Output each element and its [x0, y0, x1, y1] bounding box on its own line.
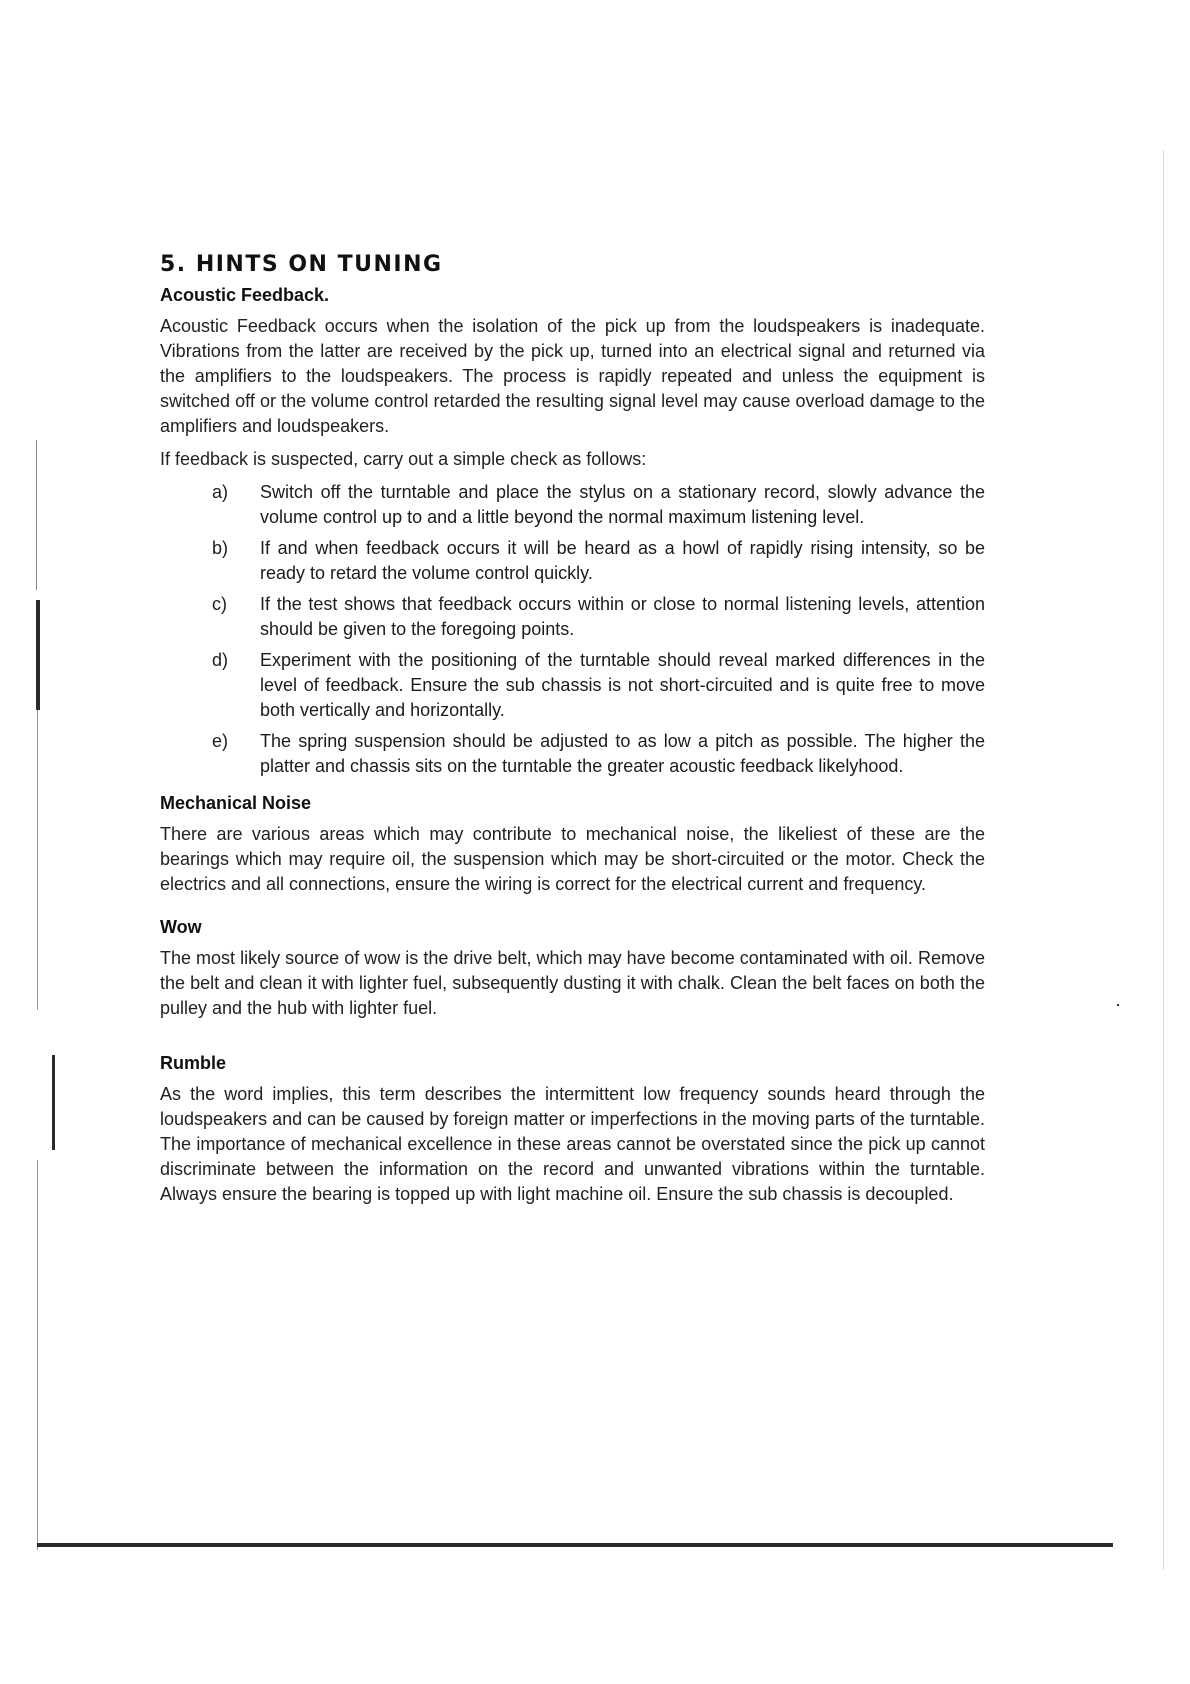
- step-text: If the test shows that feedback occurs within or close to normal listening levels, attention should be given to the foregoing points.: [260, 594, 985, 639]
- step-c: [160, 592, 985, 642]
- scan-edge-left-mid: [37, 710, 38, 1010]
- bottom-rule: [37, 1543, 1113, 1547]
- step-marker: a): [212, 482, 229, 502]
- step-text: If and when feedback occurs it will be heard as a howl of rapidly rising intensity, so be ready to retard the volume control quickly.: [260, 538, 985, 583]
- step-marker: c): [212, 594, 227, 614]
- step-text: Switch off the turntable and place the stylus on a stationary record, slowly advance the volume control up to and a little beyond the normal maximum listening level.: [260, 482, 985, 527]
- page-content: [160, 252, 985, 1215]
- step-marker: d): [212, 650, 229, 670]
- scan-edge-left-lower: [52, 1055, 55, 1150]
- scan-edge-left-thick: [36, 600, 40, 710]
- step-text: The spring suspension should be adjusted to as low a pitch as possible. The higher the platter and chassis sits on the turntable the greater acoustic feedback likelyhood.: [260, 731, 985, 776]
- wow-heading: Wow: [160, 917, 202, 937]
- step-e: [160, 729, 985, 779]
- scan-speck: [1117, 1004, 1119, 1006]
- rumble-heading: Rumble: [160, 1053, 227, 1073]
- step-a: [160, 480, 985, 530]
- step-text: Experiment with the positioning of the turntable should reveal marked differences in the level of feedback. Ensure the sub chassis is not short-circuited and is quite free to move both vertically and horizontally.: [260, 650, 985, 720]
- step-marker: b): [212, 538, 229, 558]
- scan-edge-left-upper: [36, 440, 37, 590]
- step-marker: e): [212, 731, 229, 751]
- wow-paragraph: The most likely source of wow is the drive belt, which may have become contaminated with oil. Remove the belt and clean it with lighter fuel, subsequently dusting it with chalk. Clean the belt faces on both the pulley and the hub with lighter fuel.: [160, 948, 985, 1018]
- scan-edge-left-bottom: [37, 1160, 38, 1550]
- acoustic-feedback-paragraph: Acoustic Feedback occurs when the isolation of the pick up from the loudspeakers is inadequate. Vibrations from the latter are received by the pick up, turned into an electrical signal and returned via the amplifiers to the loudspeakers. The process is rapidly repeated and unless the equipment is switched off or the volume control retarded the resulting signal level may cause overload damage to the amplifiers and loudspeakers.: [160, 316, 985, 436]
- rumble-paragraph: As the word implies, this term describes the intermittent low frequency sounds heard through the loudspeakers and can be caused by foreign matter or imperfections in the moving parts of the turntable. The importance of mechanical excellence in these areas cannot be overstated since the pick up cannot discriminate between the information on the record and unwanted vibrations within the turntable. Always ensure the bearing is topped up with light machine oil. Ensure the sub chassis is decoupled.: [160, 1084, 985, 1204]
- scan-edge-right: [1163, 150, 1164, 1570]
- step-b: [160, 536, 985, 586]
- step-d: [160, 648, 985, 723]
- mechanical-noise-heading: Mechanical Noise: [160, 793, 312, 813]
- mechanical-noise-paragraph: There are various areas which may contribute to mechanical noise, the likeliest of these are the bearings which may require oil, the suspension which may be short-circuited or the motor. Check the electrics and all connections, ensure the wiring is correct for the electrical current and frequency.: [160, 824, 985, 894]
- check-steps: [160, 480, 985, 779]
- acoustic-feedback-heading: Acoustic Feedback.: [160, 285, 330, 305]
- check-intro: If feedback is suspected, carry out a simple check as follows:: [160, 449, 647, 469]
- section-title: 5. HINTS ON TUNING: [160, 252, 443, 277]
